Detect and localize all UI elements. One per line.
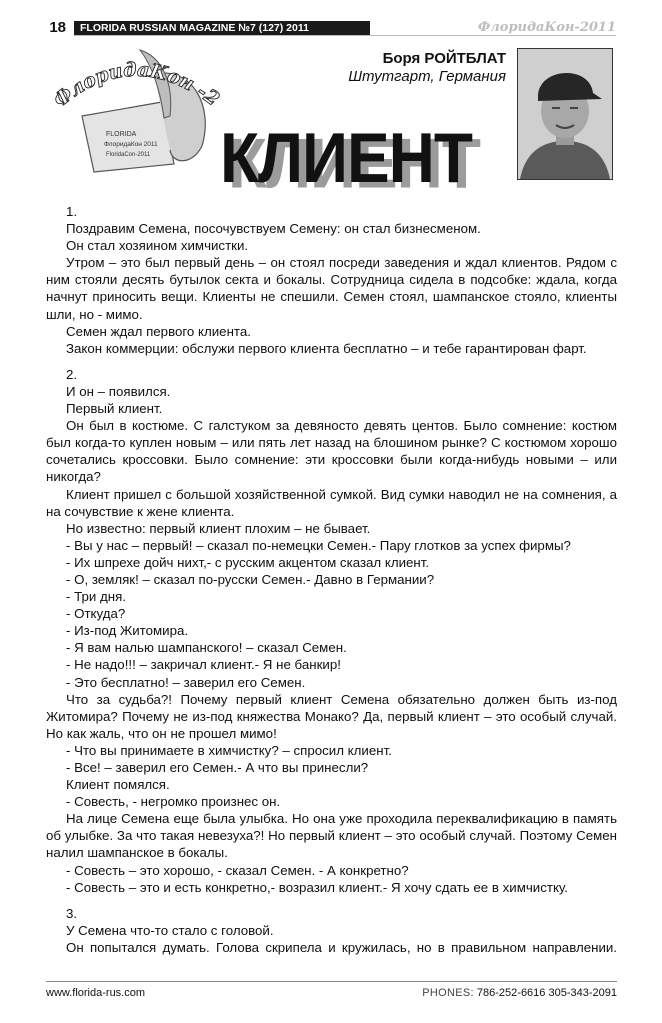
phones-label: PHONES: xyxy=(422,987,474,999)
footer-divider xyxy=(46,981,617,982)
dialogue-line: - Я вам налью шампанского! – сказал Семен. xyxy=(66,640,347,656)
author-photo xyxy=(517,48,613,180)
paragraph: Утром – это был первый день – он стоял посреди заведения и ждал клиентов. Рядом с ним стояли десять бутылок секта и бокалы. Сотрудница сидела в подсобке: ждала, когда начнут приносить вещи. Клиенты не спешили. Семен стоял, шампанское стояло, клиенты шли, но - мимо. xyxy=(46,255,617,322)
author-name: Боря РОЙТБЛАТ xyxy=(382,50,506,67)
paragraph: Он был в костюме. С галстуком за девяносто девять центов. Было сомнение: костюм был когда-то куплен новым – или пять лет назад на блошином рынке? С костюмом хорошо сочетались кроссовки. Было сомнение: эти кроссовки были когда-нибудь новыми – или никогда? xyxy=(46,418,617,485)
phone-number-2: 305-343-2091 xyxy=(548,987,617,999)
section-number: 3. xyxy=(66,905,78,921)
logo-arc-text: ФлоридаКон -2 xyxy=(49,58,222,112)
section-number: 1. xyxy=(66,204,78,219)
phone-number-1: 786-252-6616 xyxy=(476,987,546,999)
dialogue-line: - Не надо!!! – закричал клиент.- Я не банкир! xyxy=(66,657,341,673)
article-title: КЛИЕНТ xyxy=(220,118,472,198)
dialogue-line: - Это бесплатно! – заверил его Семен. xyxy=(66,674,306,690)
section-number: 2. xyxy=(66,366,78,382)
section-title: ФлоридаКон-2011 xyxy=(477,20,616,35)
paragraph: Что за судьба?! Почему первый клиент Семена обязательно должен быть из-под Житомира? Почему не из-под княжества Монако? Да, первый клиент – это особый случай. Но как жаль, что он не прошел мимо! xyxy=(46,691,617,741)
dialogue-line: - Совесть – это хорошо, - сказал Семен. - А конкретно? xyxy=(66,862,409,878)
logo-inner-line1: FLORIDA xyxy=(106,131,137,138)
author-location: Штутгарт, Германия xyxy=(348,68,506,85)
paragraph: И он – появился. xyxy=(66,383,171,399)
header-divider xyxy=(74,35,616,36)
footer-phones xyxy=(422,987,617,999)
dialogue-line: - Откуда? xyxy=(66,606,126,622)
article-body xyxy=(46,203,617,956)
dialogue-line: - О, земляк! – сказал по-русски Семен.- Давно в Германии? xyxy=(66,571,435,587)
paragraph: Клиент пришел с большой хозяйственной сумкой. Вид сумки наводил не на сомнения, а на сочувствие к жене клиента. xyxy=(46,486,617,519)
logo-inner-line2: ФлоридаКон 2011 xyxy=(104,141,158,148)
dialogue-line: - Вы у нас – первый! – сказал по-немецки Семен.- Пару глотков за успех фирмы? xyxy=(66,537,571,553)
paragraph: Он попытался думать. Голова скрипела и кружилась, но в правильном направлении. xyxy=(66,939,617,955)
website-link: www.florida-rus.com xyxy=(46,987,146,999)
paragraph: Семен ждал первого клиента. xyxy=(66,323,251,339)
logo-inner-line3: FloridaCon-2011 xyxy=(106,152,151,158)
dialogue-line: - Три дня. xyxy=(66,589,127,605)
dialogue-line: - Из-под Житомира. xyxy=(66,623,189,639)
dialogue-line: - Что вы принимаете в химчистку? – спросил клиент. xyxy=(66,742,392,758)
floridacon-logo xyxy=(42,46,222,174)
paragraph: Клиент помялся. xyxy=(66,777,170,793)
dialogue-line: - Их шпрехе дойч нихт,- с русским акцентом сказал клиент. xyxy=(66,554,430,570)
paragraph: Он стал хозяином химчистки. xyxy=(66,238,249,254)
paragraph: Закон коммерции: обслужи первого клиента бесплатно – и тебе гарантирован фарт. xyxy=(66,340,587,356)
paragraph: Поздравим Семена, посочувствуем Семену: он стал бизнесменом. xyxy=(66,221,481,237)
paragraph: Но известно: первый клиент плохим – не бывает. xyxy=(66,520,371,536)
dialogue-line: - Все! – заверил его Семен.- А что вы принесли? xyxy=(66,760,369,775)
dialogue-line: - Совесть – это и есть конкретно,- возразил клиент.- Я хочу сдать ее в химчистку. xyxy=(66,879,568,895)
magazine-title: FLORIDA RUSSIAN MAGAZINE №7 (127) 2011 xyxy=(74,21,370,36)
page-footer xyxy=(46,987,617,1003)
page-header xyxy=(30,19,616,37)
dialogue-line: - Совесть, - негромко произнес он. xyxy=(66,794,281,810)
page-number: 18 xyxy=(49,19,66,36)
paragraph: У Семена что-то стало с головой. xyxy=(66,922,274,938)
paragraph: На лице Семена еще была улыбка. Но она уже проходила переквалификацию в память об улыбке. За что такая невезуха?! Но первый клиент – это особый случай. Поэтому Семен налил шампанское в бокалы. xyxy=(46,811,617,861)
paragraph: Первый клиент. xyxy=(66,401,163,417)
